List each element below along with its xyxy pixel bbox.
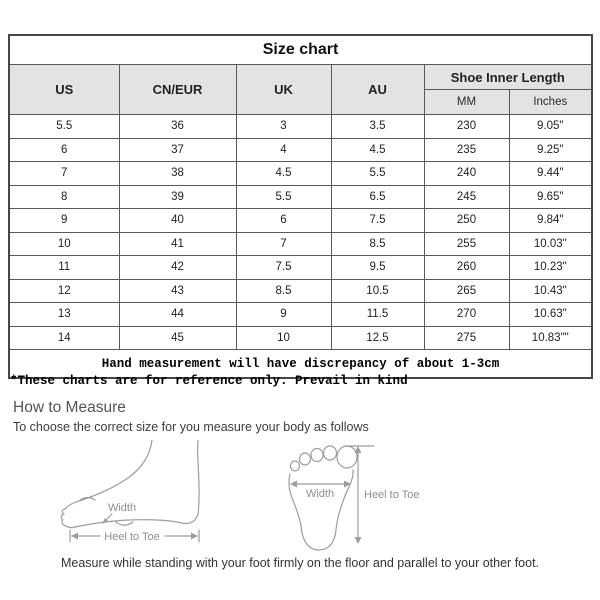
size-cell: 9.84" [509, 209, 592, 233]
column-header-cneur: CN/EUR [119, 65, 236, 115]
size-cell: 7 [9, 162, 119, 186]
size-cell: 5.5 [9, 115, 119, 139]
size-cell: 13 [9, 303, 119, 327]
size-cell: 275 [424, 326, 509, 350]
size-cell: 38 [119, 162, 236, 186]
table-row [9, 303, 592, 327]
size-cell: 5.5 [236, 185, 331, 209]
column-header-inches: Inches [509, 90, 592, 115]
column-header-au: AU [331, 65, 424, 115]
size-cell: 10.03" [509, 232, 592, 256]
width-label: Width [107, 502, 137, 514]
size-cell: 270 [424, 303, 509, 327]
size-cell: 8.5 [236, 279, 331, 303]
size-cell: 10.63" [509, 303, 592, 327]
size-cell: 8.5 [331, 232, 424, 256]
heel-to-toe-label: Heel to Toe [364, 489, 420, 501]
size-cell: 240 [424, 162, 509, 186]
size-chart-table [8, 34, 593, 379]
size-cell: 260 [424, 256, 509, 280]
size-cell: 42 [119, 256, 236, 280]
column-header-mm: MM [424, 90, 509, 115]
size-cell: 10.83"" [509, 326, 592, 350]
size-cell: 3 [236, 115, 331, 139]
size-cell: 9.05" [509, 115, 592, 139]
size-cell: 8 [9, 185, 119, 209]
how-to-measure-title: How to Measure [13, 399, 126, 416]
size-cell: 9.65" [509, 185, 592, 209]
foot-side-view-diagram [60, 440, 210, 552]
size-cell: 11.5 [331, 303, 424, 327]
size-cell: 37 [119, 138, 236, 162]
size-cell: 41 [119, 232, 236, 256]
footprint-top-view-diagram [286, 440, 434, 558]
table-row [9, 185, 592, 209]
table-row [9, 232, 592, 256]
size-cell: 6.5 [331, 185, 424, 209]
size-cell: 6 [236, 209, 331, 233]
size-cell: 6 [9, 138, 119, 162]
table-row [9, 279, 592, 303]
size-cell: 36 [119, 115, 236, 139]
size-cell: 44 [119, 303, 236, 327]
size-cell: 12 [9, 279, 119, 303]
column-header-us: US [9, 65, 119, 115]
heel-to-toe-label: Heel to Toe [104, 531, 160, 543]
measuring-instruction: Measure while standing with your foot firmly on the floor and parallel to your other foot. [60, 556, 540, 570]
size-cell: 230 [424, 115, 509, 139]
size-cell: 250 [424, 209, 509, 233]
column-header-shoe-inner-length: Shoe Inner Length [424, 65, 592, 90]
size-cell: 9 [236, 303, 331, 327]
size-cell: 10.43" [509, 279, 592, 303]
size-cell: 9.25" [509, 138, 592, 162]
measurement-note: Hand measurement will have discrepancy of about 1-3cm [9, 350, 592, 379]
size-cell: 4.5 [331, 138, 424, 162]
table-row [9, 256, 592, 280]
size-cell: 11 [9, 256, 119, 280]
table-row [9, 138, 592, 162]
size-chart-title: Size chart [9, 35, 592, 65]
size-chart-body [9, 115, 592, 350]
size-cell: 5.5 [331, 162, 424, 186]
size-cell: 10 [9, 232, 119, 256]
column-header-uk: UK [236, 65, 331, 115]
size-cell: 43 [119, 279, 236, 303]
size-cell: 10.23" [509, 256, 592, 280]
size-cell: 10 [236, 326, 331, 350]
reference-disclaimer: *These charts are for reference only. Prevail in kind [10, 374, 408, 388]
size-cell: 4 [236, 138, 331, 162]
size-cell: 265 [424, 279, 509, 303]
table-row [9, 209, 592, 233]
table-row [9, 326, 592, 350]
size-cell: 255 [424, 232, 509, 256]
size-cell: 40 [119, 209, 236, 233]
size-cell: 7.5 [331, 209, 424, 233]
size-cell: 9.5 [331, 256, 424, 280]
size-cell: 45 [119, 326, 236, 350]
size-cell: 10.5 [331, 279, 424, 303]
size-cell: 9.44" [509, 162, 592, 186]
table-row [9, 115, 592, 139]
size-cell: 9 [9, 209, 119, 233]
table-row [9, 162, 592, 186]
size-cell: 3.5 [331, 115, 424, 139]
width-label: Width [305, 488, 335, 500]
size-cell: 7 [236, 232, 331, 256]
size-cell: 7.5 [236, 256, 331, 280]
size-cell: 12.5 [331, 326, 424, 350]
size-cell: 245 [424, 185, 509, 209]
size-cell: 14 [9, 326, 119, 350]
how-to-measure-subtitle: To choose the correct size for you measure your body as follows [13, 420, 369, 434]
size-cell: 4.5 [236, 162, 331, 186]
size-cell: 235 [424, 138, 509, 162]
size-cell: 39 [119, 185, 236, 209]
